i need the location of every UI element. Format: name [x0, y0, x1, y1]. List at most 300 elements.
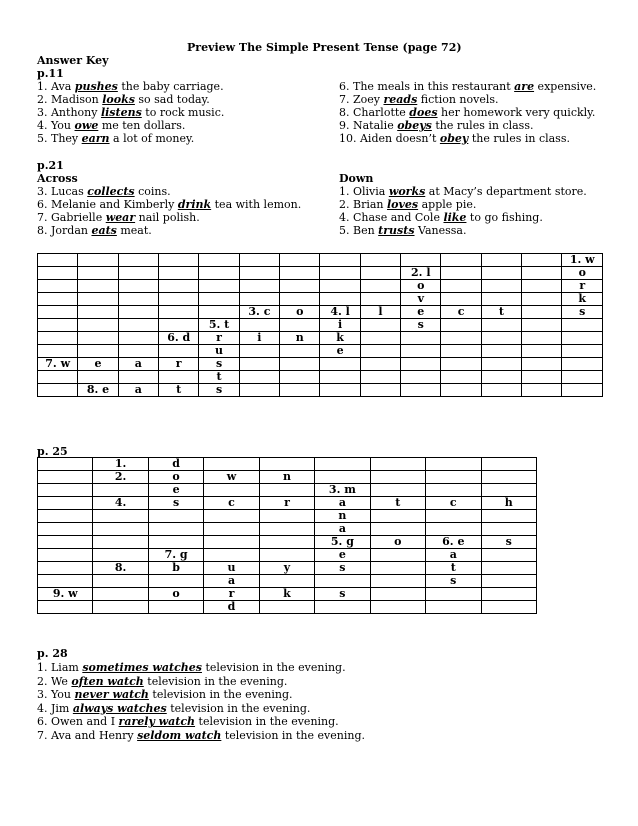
grid-cell	[441, 332, 481, 345]
grid-row	[38, 267, 603, 280]
grid-cell	[259, 458, 314, 471]
answer-word: does	[409, 106, 438, 119]
answer-line	[37, 198, 301, 211]
grid-cell: s	[199, 358, 239, 371]
grid-cell	[426, 458, 481, 471]
grid-cell	[239, 384, 279, 397]
grid-row	[38, 562, 537, 575]
answer-line-prefix: 7. Zoey	[339, 93, 384, 106]
grid-cell	[259, 549, 314, 562]
grid-cell: h	[481, 497, 537, 510]
answer-line-prefix: 6. Owen and I	[37, 715, 119, 729]
answer-line	[37, 211, 200, 224]
answer-line-suffix: television in the evening.	[143, 674, 288, 688]
grid-cell	[280, 319, 320, 332]
grid-cell	[481, 484, 537, 497]
grid-cell: u	[204, 562, 259, 575]
grid-cell	[441, 254, 481, 267]
answer-line	[37, 80, 224, 93]
grid-cell: c	[204, 497, 259, 510]
grid-cell	[360, 358, 400, 371]
grid-cell	[522, 280, 562, 293]
grid-cell: t	[481, 306, 521, 319]
crossword-grid-p21	[37, 253, 603, 397]
grid-cell	[204, 458, 259, 471]
grid-cell	[481, 371, 521, 384]
grid-cell: o	[148, 471, 203, 484]
grid-cell: 5. t	[199, 319, 239, 332]
grid-cell	[481, 523, 537, 536]
page-title: Preview The Simple Present Tense (page 72)	[187, 41, 462, 54]
grid-cell	[401, 332, 441, 345]
answer-word: earn	[81, 132, 110, 145]
grid-cell: s	[315, 562, 370, 575]
grid-cell	[118, 319, 158, 332]
grid-cell	[118, 345, 158, 358]
grid-cell	[38, 523, 93, 536]
answer-word: eats	[91, 224, 117, 237]
grid-cell	[280, 358, 320, 371]
grid-cell: r	[259, 497, 314, 510]
answer-line-suffix: expensive.	[534, 80, 597, 93]
grid-cell	[159, 306, 199, 319]
grid-cell	[78, 371, 118, 384]
answer-line-suffix: the rules in class.	[431, 119, 534, 132]
answer-line-prefix: 6. Melanie and Kimberly	[37, 198, 178, 211]
grid-cell	[280, 267, 320, 280]
grid-cell: o	[280, 306, 320, 319]
grid-cell: 8.	[93, 562, 148, 575]
grid-cell	[38, 319, 78, 332]
answer-line	[37, 106, 224, 119]
answer-line	[37, 661, 346, 674]
grid-cell: c	[426, 497, 481, 510]
answer-line	[37, 702, 310, 715]
grid-cell	[481, 471, 537, 484]
grid-cell	[199, 306, 239, 319]
grid-cell	[426, 601, 481, 614]
answer-word: pushes	[74, 80, 118, 93]
grid-cell	[522, 293, 562, 306]
answer-line-prefix: 1. Liam	[37, 661, 83, 674]
grid-cell	[148, 575, 203, 588]
answer-line-suffix: apple pie.	[418, 198, 477, 211]
grid-cell	[441, 358, 481, 371]
grid-cell	[159, 345, 199, 358]
grid-row	[38, 332, 603, 345]
answer-line-prefix: 3. You	[37, 688, 75, 702]
grid-row	[38, 384, 603, 397]
grid-cell	[441, 293, 481, 306]
grid-cell	[481, 562, 537, 575]
grid-cell	[239, 345, 279, 358]
grid-cell	[360, 280, 400, 293]
grid-cell: 5. g	[315, 536, 370, 549]
grid-cell	[93, 575, 148, 588]
grid-row	[38, 549, 537, 562]
answer-word: obeys	[397, 119, 432, 132]
answer-line-suffix: at Macy’s department store.	[425, 185, 587, 198]
grid-cell	[426, 510, 481, 523]
grid-cell	[522, 319, 562, 332]
grid-cell	[370, 575, 425, 588]
grid-cell: t	[426, 562, 481, 575]
grid-cell	[118, 254, 158, 267]
grid-cell	[38, 484, 93, 497]
grid-cell	[481, 280, 521, 293]
grid-cell	[481, 332, 521, 345]
answer-line-prefix: 7. Ava and Henry	[37, 729, 138, 742]
answer-word: sometimes watches	[82, 661, 202, 674]
grid-cell: n	[315, 510, 370, 523]
grid-cell: s	[562, 306, 603, 319]
answer-line-prefix: 6. The meals in this restaurant	[339, 80, 515, 93]
grid-cell: l	[360, 306, 400, 319]
grid-cell: 8. e	[78, 384, 118, 397]
answer-word: works	[388, 185, 426, 198]
grid-cell	[38, 562, 93, 575]
grid-row	[38, 471, 537, 484]
grid-cell	[259, 484, 314, 497]
grid-cell	[522, 371, 562, 384]
grid-cell	[38, 306, 78, 319]
grid-cell	[360, 293, 400, 306]
grid-cell	[320, 371, 360, 384]
grid-cell	[93, 510, 148, 523]
grid-cell: 4. l	[320, 306, 360, 319]
grid-cell	[38, 345, 78, 358]
answer-line-prefix: 1. Ava	[37, 80, 75, 93]
answer-word: never watch	[74, 688, 149, 702]
answer-line-suffix: television in the evening.	[148, 688, 293, 702]
grid-cell	[370, 471, 425, 484]
answer-line-prefix: 5. They	[37, 132, 82, 145]
answer-line-suffix: meat.	[116, 224, 152, 237]
grid-row	[38, 358, 603, 371]
grid-cell: s	[401, 319, 441, 332]
grid-cell	[93, 549, 148, 562]
grid-cell	[259, 523, 314, 536]
grid-cell	[370, 484, 425, 497]
grid-cell: s	[199, 384, 239, 397]
grid-cell	[320, 267, 360, 280]
grid-cell	[159, 254, 199, 267]
answer-word: are	[514, 80, 535, 93]
grid-cell	[401, 254, 441, 267]
grid-cell	[159, 280, 199, 293]
answer-line	[339, 211, 543, 224]
grid-cell	[38, 371, 78, 384]
answer-line-suffix: the rules in class.	[468, 132, 570, 145]
grid-cell	[280, 384, 320, 397]
grid-cell	[38, 536, 93, 549]
answer-line-prefix: 1. Olivia	[339, 185, 389, 198]
grid-cell	[148, 523, 203, 536]
grid-cell	[562, 319, 603, 332]
grid-cell	[78, 293, 118, 306]
answer-word: looks	[102, 93, 135, 106]
grid-cell	[315, 471, 370, 484]
answer-word: wear	[105, 211, 136, 224]
grid-cell	[159, 267, 199, 280]
grid-cell: e	[315, 549, 370, 562]
grid-cell	[370, 562, 425, 575]
grid-cell: n	[259, 471, 314, 484]
grid-cell	[239, 267, 279, 280]
grid-cell	[280, 345, 320, 358]
answer-line-prefix: 2. Madison	[37, 93, 103, 106]
answer-line-suffix: Vanessa.	[414, 224, 467, 237]
grid-cell	[148, 536, 203, 549]
grid-cell	[204, 510, 259, 523]
grid-cell	[320, 254, 360, 267]
answer-word: always watches	[72, 701, 167, 715]
grid-cell	[259, 510, 314, 523]
grid-row	[38, 536, 537, 549]
answer-word: collects	[87, 185, 135, 198]
grid-cell: 6. d	[159, 332, 199, 345]
answer-line-prefix: 2. Brian	[339, 198, 387, 211]
grid-cell	[78, 319, 118, 332]
answer-line-suffix: to go fishing.	[466, 211, 543, 224]
grid-cell	[441, 319, 481, 332]
answer-line	[37, 185, 171, 198]
grid-cell: v	[401, 293, 441, 306]
grid-cell	[93, 588, 148, 601]
grid-cell	[562, 371, 603, 384]
grid-cell: e	[401, 306, 441, 319]
grid-row	[38, 293, 603, 306]
grid-cell	[320, 280, 360, 293]
grid-cell	[360, 319, 400, 332]
grid-cell	[522, 254, 562, 267]
answer-line	[339, 132, 570, 145]
answer-line-suffix: her homework very quickly.	[437, 106, 596, 119]
answer-line-prefix: 10. Aiden doesn’t	[339, 132, 440, 145]
grid-cell	[481, 384, 521, 397]
answer-line-prefix: 7. Gabrielle	[37, 211, 106, 224]
grid-cell	[38, 254, 78, 267]
grid-cell: 2.	[93, 471, 148, 484]
p25-heading: p. 25	[37, 445, 68, 458]
answer-line-prefix: 3. Lucas	[37, 185, 88, 198]
grid-cell	[315, 601, 370, 614]
grid-row	[38, 306, 603, 319]
grid-cell: 1. w	[562, 254, 603, 267]
grid-cell	[441, 384, 481, 397]
grid-cell: t	[370, 497, 425, 510]
grid-cell	[239, 254, 279, 267]
grid-cell	[441, 371, 481, 384]
answer-word: seldom watch	[137, 729, 222, 742]
answer-line-suffix: television in the evening.	[221, 729, 365, 742]
grid-cell: o	[401, 280, 441, 293]
answer-line	[339, 185, 587, 198]
grid-cell	[360, 332, 400, 345]
grid-cell	[370, 523, 425, 536]
grid-cell	[441, 345, 481, 358]
grid-cell	[481, 267, 521, 280]
grid-cell	[360, 345, 400, 358]
grid-cell	[78, 306, 118, 319]
grid-cell: s	[148, 497, 203, 510]
grid-cell	[320, 293, 360, 306]
grid-cell	[360, 384, 400, 397]
answer-line	[37, 729, 365, 742]
grid-cell	[401, 345, 441, 358]
grid-cell: t	[159, 384, 199, 397]
grid-cell	[370, 588, 425, 601]
grid-cell: o	[148, 588, 203, 601]
grid-row	[38, 523, 537, 536]
grid-cell	[280, 371, 320, 384]
grid-cell	[204, 523, 259, 536]
grid-cell	[148, 601, 203, 614]
grid-cell: 7. g	[148, 549, 203, 562]
grid-cell: t	[199, 371, 239, 384]
answer-line	[37, 119, 185, 132]
grid-cell	[38, 549, 93, 562]
grid-cell	[280, 254, 320, 267]
grid-cell	[38, 267, 78, 280]
grid-cell: r	[204, 588, 259, 601]
grid-cell	[204, 484, 259, 497]
grid-cell: i	[239, 332, 279, 345]
grid-cell: a	[118, 384, 158, 397]
grid-cell: b	[148, 562, 203, 575]
grid-cell	[118, 332, 158, 345]
grid-cell	[239, 280, 279, 293]
answer-line-prefix: 3. Anthony	[37, 106, 101, 119]
grid-row	[38, 280, 603, 293]
grid-cell: c	[441, 306, 481, 319]
grid-cell	[481, 510, 537, 523]
across-label: Across	[37, 172, 78, 185]
answer-line	[37, 224, 152, 237]
grid-cell	[522, 306, 562, 319]
answer-line-suffix: television in the evening.	[201, 661, 346, 674]
answer-word: obey	[439, 132, 469, 145]
grid-cell: y	[259, 562, 314, 575]
grid-cell	[320, 358, 360, 371]
answer-line	[339, 119, 533, 132]
p11-heading: p.11	[37, 67, 64, 80]
grid-cell: a	[118, 358, 158, 371]
grid-cell	[199, 254, 239, 267]
grid-cell: k	[259, 588, 314, 601]
grid-cell	[370, 601, 425, 614]
grid-cell	[426, 588, 481, 601]
grid-cell	[78, 332, 118, 345]
grid-row	[38, 458, 537, 471]
answer-line-suffix: television in the evening.	[195, 715, 339, 729]
answer-line	[37, 132, 194, 145]
grid-cell	[259, 601, 314, 614]
grid-cell	[441, 280, 481, 293]
grid-cell	[239, 371, 279, 384]
grid-cell	[481, 549, 537, 562]
grid-cell	[78, 345, 118, 358]
grid-cell	[562, 358, 603, 371]
crossword-grid-p25	[37, 457, 537, 614]
grid-cell	[562, 384, 603, 397]
grid-cell	[370, 510, 425, 523]
answer-line-suffix: tea with lemon.	[211, 198, 302, 211]
grid-cell	[426, 484, 481, 497]
grid-cell	[481, 458, 537, 471]
grid-cell	[401, 358, 441, 371]
answer-word: often watch	[71, 674, 144, 688]
grid-cell	[38, 332, 78, 345]
grid-cell: r	[199, 332, 239, 345]
grid-cell	[522, 345, 562, 358]
grid-cell: d	[204, 601, 259, 614]
grid-cell	[159, 293, 199, 306]
grid-cell: 2. l	[401, 267, 441, 280]
grid-cell	[78, 254, 118, 267]
grid-cell	[159, 371, 199, 384]
grid-row	[38, 319, 603, 332]
answer-line	[339, 106, 595, 119]
answer-line-suffix: the baby carriage.	[117, 80, 224, 93]
p21-heading: p.21	[37, 159, 64, 172]
answer-line-prefix: 4. Jim	[37, 701, 73, 715]
grid-cell	[239, 319, 279, 332]
answer-word: owe	[74, 119, 99, 132]
grid-cell: o	[370, 536, 425, 549]
grid-cell: e	[148, 484, 203, 497]
grid-row	[38, 601, 537, 614]
answer-line	[339, 224, 466, 237]
grid-cell	[204, 549, 259, 562]
grid-cell	[118, 306, 158, 319]
grid-cell	[239, 358, 279, 371]
answer-line-suffix: coins.	[134, 185, 171, 198]
grid-cell: a	[204, 575, 259, 588]
grid-cell: o	[562, 267, 603, 280]
answer-line-prefix: 8. Charlotte	[339, 106, 410, 119]
grid-cell	[199, 267, 239, 280]
grid-cell	[441, 267, 481, 280]
grid-cell	[481, 588, 537, 601]
answer-line	[37, 715, 339, 728]
answer-line-suffix: fiction novels.	[417, 93, 499, 106]
grid-cell	[38, 458, 93, 471]
grid-cell	[522, 384, 562, 397]
grid-cell	[481, 293, 521, 306]
grid-cell: a	[315, 523, 370, 536]
answer-line-suffix: a lot of money.	[109, 132, 195, 145]
grid-cell	[522, 332, 562, 345]
grid-cell	[315, 575, 370, 588]
grid-cell	[360, 371, 400, 384]
grid-cell: e	[78, 358, 118, 371]
grid-cell	[315, 458, 370, 471]
grid-row	[38, 371, 603, 384]
grid-cell	[522, 267, 562, 280]
answer-key-label: Answer Key	[37, 54, 109, 67]
answer-line	[37, 675, 287, 688]
grid-row	[38, 345, 603, 358]
answer-word: like	[443, 211, 467, 224]
grid-cell	[199, 280, 239, 293]
grid-cell: u	[199, 345, 239, 358]
grid-cell: 1.	[93, 458, 148, 471]
answer-line-prefix: 9. Natalie	[339, 119, 398, 132]
grid-cell	[280, 280, 320, 293]
answer-line-suffix: to rock music.	[141, 106, 225, 119]
grid-cell	[370, 458, 425, 471]
